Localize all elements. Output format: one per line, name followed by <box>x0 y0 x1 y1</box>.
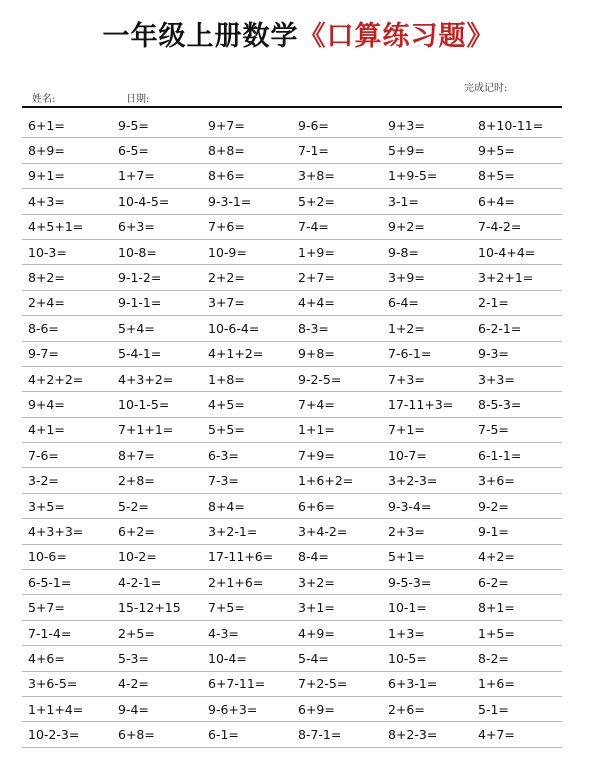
problem-cell: 6+2= <box>118 523 155 539</box>
problem-cell: 6-1-1= <box>478 447 522 463</box>
problem-cell: 3+9= <box>388 270 425 286</box>
problem-cell: 7-4= <box>298 219 329 235</box>
problem-cell: 9-3= <box>478 346 509 362</box>
problem-row <box>22 291 562 316</box>
problem-cell: 3+2+1= <box>478 270 534 286</box>
problem-cell: 1+2= <box>388 320 425 336</box>
problem-cell: 10-3= <box>28 244 67 260</box>
problem-row <box>22 722 562 747</box>
problem-cell: 6+9= <box>298 701 335 717</box>
problem-cell: 6-5= <box>118 143 149 159</box>
header-divider <box>22 106 562 108</box>
problem-cell: 7-3= <box>208 473 239 489</box>
problem-cell: 2+8= <box>118 473 155 489</box>
problem-cell: 6+1= <box>28 117 65 133</box>
problem-cell: 6-3= <box>208 447 239 463</box>
problem-row <box>22 342 562 367</box>
problem-cell: 10-1-5= <box>118 396 170 412</box>
problem-row <box>22 468 562 493</box>
problem-cell: 9-3-1= <box>208 193 252 209</box>
problem-cell: 4+2+2= <box>28 371 84 387</box>
problem-cell: 8-6= <box>28 320 59 336</box>
problem-cell: 2+7= <box>298 270 335 286</box>
problem-cell: 3+2= <box>298 574 335 590</box>
problem-cell: 6+7-11= <box>208 676 266 692</box>
problem-cell: 5+2= <box>298 193 335 209</box>
problem-cell: 3-2= <box>28 473 59 489</box>
page-title <box>0 14 597 53</box>
problem-row <box>22 595 562 620</box>
problem-cell: 7-5= <box>478 422 509 438</box>
problem-row <box>22 418 562 443</box>
problem-cell: 1+9= <box>298 244 335 260</box>
problem-cell: 4+5+1= <box>28 219 84 235</box>
problem-cell: 7-1= <box>298 143 329 159</box>
problem-cell: 10-2= <box>118 549 157 565</box>
problem-cell: 9+7= <box>208 117 245 133</box>
problem-cell: 10-5= <box>388 650 427 666</box>
problem-cell: 7+1+1= <box>118 422 174 438</box>
problem-row <box>22 392 562 417</box>
problem-cell: 10-9= <box>208 244 247 260</box>
problem-cell: 8-2= <box>478 650 509 666</box>
problem-cell: 8-5-3= <box>478 396 522 412</box>
time-label: 完成记时: <box>464 83 508 94</box>
problem-cell: 9-8= <box>388 244 419 260</box>
problem-cell: 8+2= <box>28 270 65 286</box>
problem-row <box>22 164 562 189</box>
problem-cell: 7+5= <box>208 600 245 616</box>
problem-cell: 10-4= <box>208 650 247 666</box>
problem-cell: 1+1+4= <box>28 701 84 717</box>
problem-cell: 2-1= <box>478 295 509 311</box>
problem-row <box>22 697 562 722</box>
problem-cell: 9+8= <box>298 346 335 362</box>
problem-cell: 10-8= <box>118 244 157 260</box>
problem-cell: 8+2-3= <box>388 727 438 743</box>
problem-cell: 3+2-1= <box>208 523 258 539</box>
problem-cell: 4+3= <box>28 193 65 209</box>
problem-cell: 7+9= <box>298 447 335 463</box>
problem-cell: 4+1+2= <box>208 346 264 362</box>
problem-cell: 7-6-1= <box>388 346 432 362</box>
problem-row <box>22 138 562 163</box>
problem-cell: 7+6= <box>208 219 245 235</box>
problem-cell: 8-4= <box>298 549 329 565</box>
problem-cell: 7+4= <box>298 396 335 412</box>
problem-row <box>22 215 562 240</box>
problem-cell: 9-6+3= <box>208 701 258 717</box>
problem-cell: 4-2= <box>118 676 149 692</box>
problem-cell: 4+1= <box>28 422 65 438</box>
problem-cell: 6-5-1= <box>28 574 72 590</box>
problem-cell: 6+6= <box>298 498 335 514</box>
problem-cell: 3+7= <box>208 295 245 311</box>
problem-cell: 7-4-2= <box>478 219 522 235</box>
problem-cell: 9-1-2= <box>118 270 162 286</box>
problem-cell: 8+5= <box>478 168 515 184</box>
problem-cell: 4+5= <box>208 396 245 412</box>
problem-cell: 5+1= <box>388 549 425 565</box>
problem-cell: 4+7= <box>478 727 515 743</box>
problem-cell: 3+6= <box>478 473 515 489</box>
problem-cell: 7-1-4= <box>28 625 72 641</box>
problem-cell: 10-6= <box>28 549 67 565</box>
problem-cell: 7+2-5= <box>298 676 348 692</box>
problem-cell: 2+4= <box>28 295 65 311</box>
problem-cell: 6+8= <box>118 727 155 743</box>
problem-row <box>22 316 562 341</box>
problem-cell: 2+6= <box>388 701 425 717</box>
problem-row <box>22 240 562 265</box>
problem-cell: 1+3= <box>388 625 425 641</box>
problem-cell: 6-2-1= <box>478 320 522 336</box>
problem-cell: 9+1= <box>28 168 65 184</box>
problem-cell: 6-4= <box>388 295 419 311</box>
problem-cell: 9-3-4= <box>388 498 432 514</box>
problem-cell: 9-5= <box>118 117 149 133</box>
problem-row <box>22 443 562 468</box>
problem-cell: 7+1= <box>388 422 425 438</box>
problem-row <box>22 189 562 214</box>
problem-cell: 5-2= <box>118 498 149 514</box>
problem-cell: 3+2-3= <box>388 473 438 489</box>
problem-cell: 4+4= <box>298 295 335 311</box>
problem-grid <box>22 113 562 748</box>
problem-cell: 6+3= <box>118 219 155 235</box>
problem-cell: 10-4+4= <box>478 244 536 260</box>
problem-cell: 17-11+6= <box>208 549 274 565</box>
problem-cell: 1+8= <box>208 371 245 387</box>
problem-cell: 9-1-1= <box>118 295 162 311</box>
problem-cell: 3+1= <box>298 600 335 616</box>
problem-cell: 9+4= <box>28 396 65 412</box>
date-label: 日期: <box>126 94 150 105</box>
problem-cell: 9+2= <box>388 219 425 235</box>
problem-row <box>22 646 562 671</box>
problem-row <box>22 367 562 392</box>
problem-cell: 4+3+3= <box>28 523 84 539</box>
problem-cell: 1+6= <box>478 676 515 692</box>
problem-cell: 10-4-5= <box>118 193 170 209</box>
problem-cell: 10-7= <box>388 447 427 463</box>
problem-cell: 8+9= <box>28 143 65 159</box>
problem-row <box>22 621 562 646</box>
problem-cell: 5+4= <box>118 320 155 336</box>
problem-cell: 9-1= <box>478 523 509 539</box>
name-label: 姓名: <box>32 94 56 105</box>
problem-cell: 10-6-4= <box>208 320 260 336</box>
problem-row <box>22 570 562 595</box>
problem-cell: 4+2= <box>478 549 515 565</box>
problem-cell: 7-6= <box>28 447 59 463</box>
title-accent: 《口算练习题》 <box>298 21 495 52</box>
problem-cell: 9-4= <box>118 701 149 717</box>
problem-cell: 3+6-5= <box>28 676 78 692</box>
problem-cell: 5-4= <box>298 650 329 666</box>
problem-cell: 9-2= <box>478 498 509 514</box>
problem-cell: 1+9-5= <box>388 168 438 184</box>
problem-row <box>22 519 562 544</box>
problem-cell: 1+5= <box>478 625 515 641</box>
problem-cell: 4+6= <box>28 650 65 666</box>
problem-cell: 9-5-3= <box>388 574 432 590</box>
problem-cell: 15-12+15 <box>118 600 181 616</box>
problem-cell: 8+8= <box>208 143 245 159</box>
problem-row <box>22 672 562 697</box>
problem-cell: 8-7-1= <box>298 727 342 743</box>
title-main: 一年级上册数学 <box>102 21 299 52</box>
problem-cell: 8+1= <box>478 600 515 616</box>
problem-cell: 5+9= <box>388 143 425 159</box>
problem-row <box>22 494 562 519</box>
problem-cell: 4+9= <box>298 625 335 641</box>
problem-cell: 10-2-3= <box>28 727 80 743</box>
problem-cell: 8+10-11= <box>478 117 544 133</box>
problem-cell: 9+5= <box>478 143 515 159</box>
problem-cell: 17-11+3= <box>388 396 454 412</box>
problem-cell: 6-1= <box>208 727 239 743</box>
problem-cell: 8-3= <box>298 320 329 336</box>
problem-cell: 5-4-1= <box>118 346 162 362</box>
problem-cell: 9+3= <box>388 117 425 133</box>
problem-cell: 2+3= <box>388 523 425 539</box>
problem-cell: 4-2-1= <box>118 574 162 590</box>
problem-cell: 2+5= <box>118 625 155 641</box>
problem-row <box>22 265 562 290</box>
problem-cell: 1+7= <box>118 168 155 184</box>
problem-cell: 5+5= <box>208 422 245 438</box>
problem-cell: 6+3-1= <box>388 676 438 692</box>
problem-cell: 3+8= <box>298 168 335 184</box>
problem-cell: 8+7= <box>118 447 155 463</box>
problem-cell: 10-1= <box>388 600 427 616</box>
problem-cell: 7+3= <box>388 371 425 387</box>
problem-cell: 5-3= <box>118 650 149 666</box>
problem-cell: 3+4-2= <box>298 523 348 539</box>
problem-cell: 6-2= <box>478 574 509 590</box>
problem-cell: 4+3+2= <box>118 371 174 387</box>
problem-row <box>22 545 562 570</box>
problem-cell: 5-1= <box>478 701 509 717</box>
problem-cell: 8+4= <box>208 498 245 514</box>
problem-cell: 4-3= <box>208 625 239 641</box>
problem-cell: 3+5= <box>28 498 65 514</box>
problem-cell: 3-1= <box>388 193 419 209</box>
problem-cell: 2+1+6= <box>208 574 264 590</box>
problem-cell: 9-7= <box>28 346 59 362</box>
problem-cell: 1+1= <box>298 422 335 438</box>
problem-cell: 8+6= <box>208 168 245 184</box>
problem-cell: 9-2-5= <box>298 371 342 387</box>
problem-row <box>22 113 562 138</box>
problem-cell: 6+4= <box>478 193 515 209</box>
problem-cell: 9-6= <box>298 117 329 133</box>
problem-cell: 3+3= <box>478 371 515 387</box>
problem-cell: 2+2= <box>208 270 245 286</box>
problem-cell: 1+6+2= <box>298 473 354 489</box>
problem-cell: 5+7= <box>28 600 65 616</box>
